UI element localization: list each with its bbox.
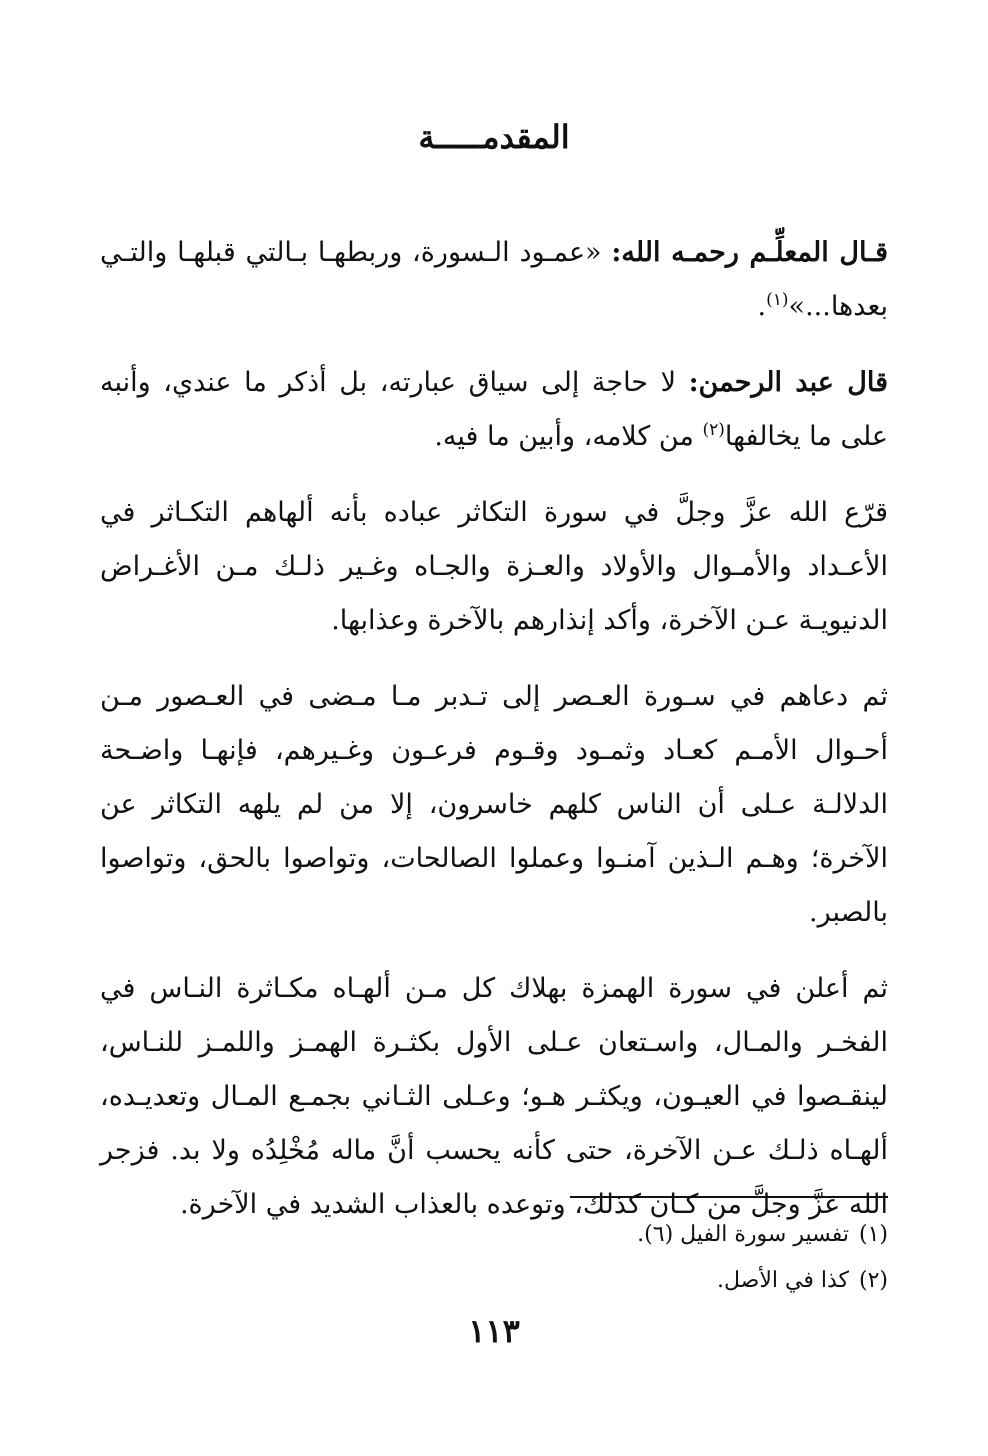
footnote-number: (٢)	[858, 1268, 888, 1293]
footnote-text: تفسير سورة الفيل (٦).	[637, 1222, 849, 1247]
paragraph-text: «عمـود الـسورة، وربطهـا بـالتي قبلهـا والتـي بعدها...»	[100, 237, 888, 322]
footnote	[100, 1258, 888, 1304]
footnote-ref: (١)	[766, 290, 789, 310]
paragraph	[100, 670, 888, 940]
footnote-number: (١)	[858, 1222, 888, 1247]
page-title: المقدمـــــة	[418, 118, 570, 156]
paragraph	[100, 962, 888, 1232]
paragraph	[100, 486, 888, 648]
page-number: ١١٣	[468, 1312, 520, 1350]
paragraph-text: ثم أعلن في سورة الهمزة بهلاك كل مـن ألهـاه مكـاثرة النـاس في الفخـر والمـال، واسـتعان عـلى الأول بكثـرة الهمـز واللمـز للنـاس، لينقـصوا في العيـون، ويكثـر هـو؛ وعـلى الثـاني بجمـع المـال وتعديـده، ألهـاه ذلـك عـن الآخرة، حتى كأنه يحسب أنَّ ماله مُخْلِدُه ولا بد. فزجر الله عزَّ وجلَّ من كـان كذلك، وتوعده بالعذاب الشديد في الآخرة.	[100, 973, 888, 1220]
paragraph-text: قرّع الله عزَّ وجلَّ في سورة التكاثر عباده بأنه ألهاهم التكـاثر في الأعـداد والأمـوال والأولاد والعـزة والجـاه وغـير ذلـك مـن الأغـراض الدنيويـة عـن الآخرة، وأكد إنذارهم بالآخرة وعذابها.	[100, 497, 888, 636]
footnotes	[100, 1212, 888, 1304]
footnote-ref: (٢)	[702, 420, 725, 440]
footnote	[100, 1212, 888, 1258]
paragraph-lead: قال عبد الرحمن:	[688, 367, 888, 398]
paragraph-lead: قـال المعلِّـم رحمـه الله:	[611, 237, 889, 268]
paragraph-tail: من كلامه، وأبين ما فيه.	[434, 421, 703, 452]
footnote-divider	[570, 1196, 888, 1198]
footnote-text: كذا في الأصل.	[717, 1268, 849, 1293]
page-body	[100, 226, 888, 1254]
paragraph-text: لا حاجة إلى سياق عبارته، بل أذكر ما عندي، وأنبه على ما يخالفها	[100, 367, 888, 452]
paragraph-tail: .	[757, 291, 767, 322]
paragraph	[100, 226, 888, 334]
paragraph-text: ثم دعاهم في سـورة العـصر إلى تـدبر مـا مـضى في العـصور مـن أحـوال الأمـم كعـاد وثمـود وقـوم فرعـون وغـيرهم، فإنهـا واضـحة الدلالـة عـلى أن الناس كلهم خاسرون، إلا من لم يلهه التكاثر عن الآخرة؛ وهـم الـذين آمنـوا وعملوا الصالحات، وتواصوا بالحق، وتواصوا بالصبر.	[100, 681, 888, 928]
paragraph	[100, 356, 888, 464]
